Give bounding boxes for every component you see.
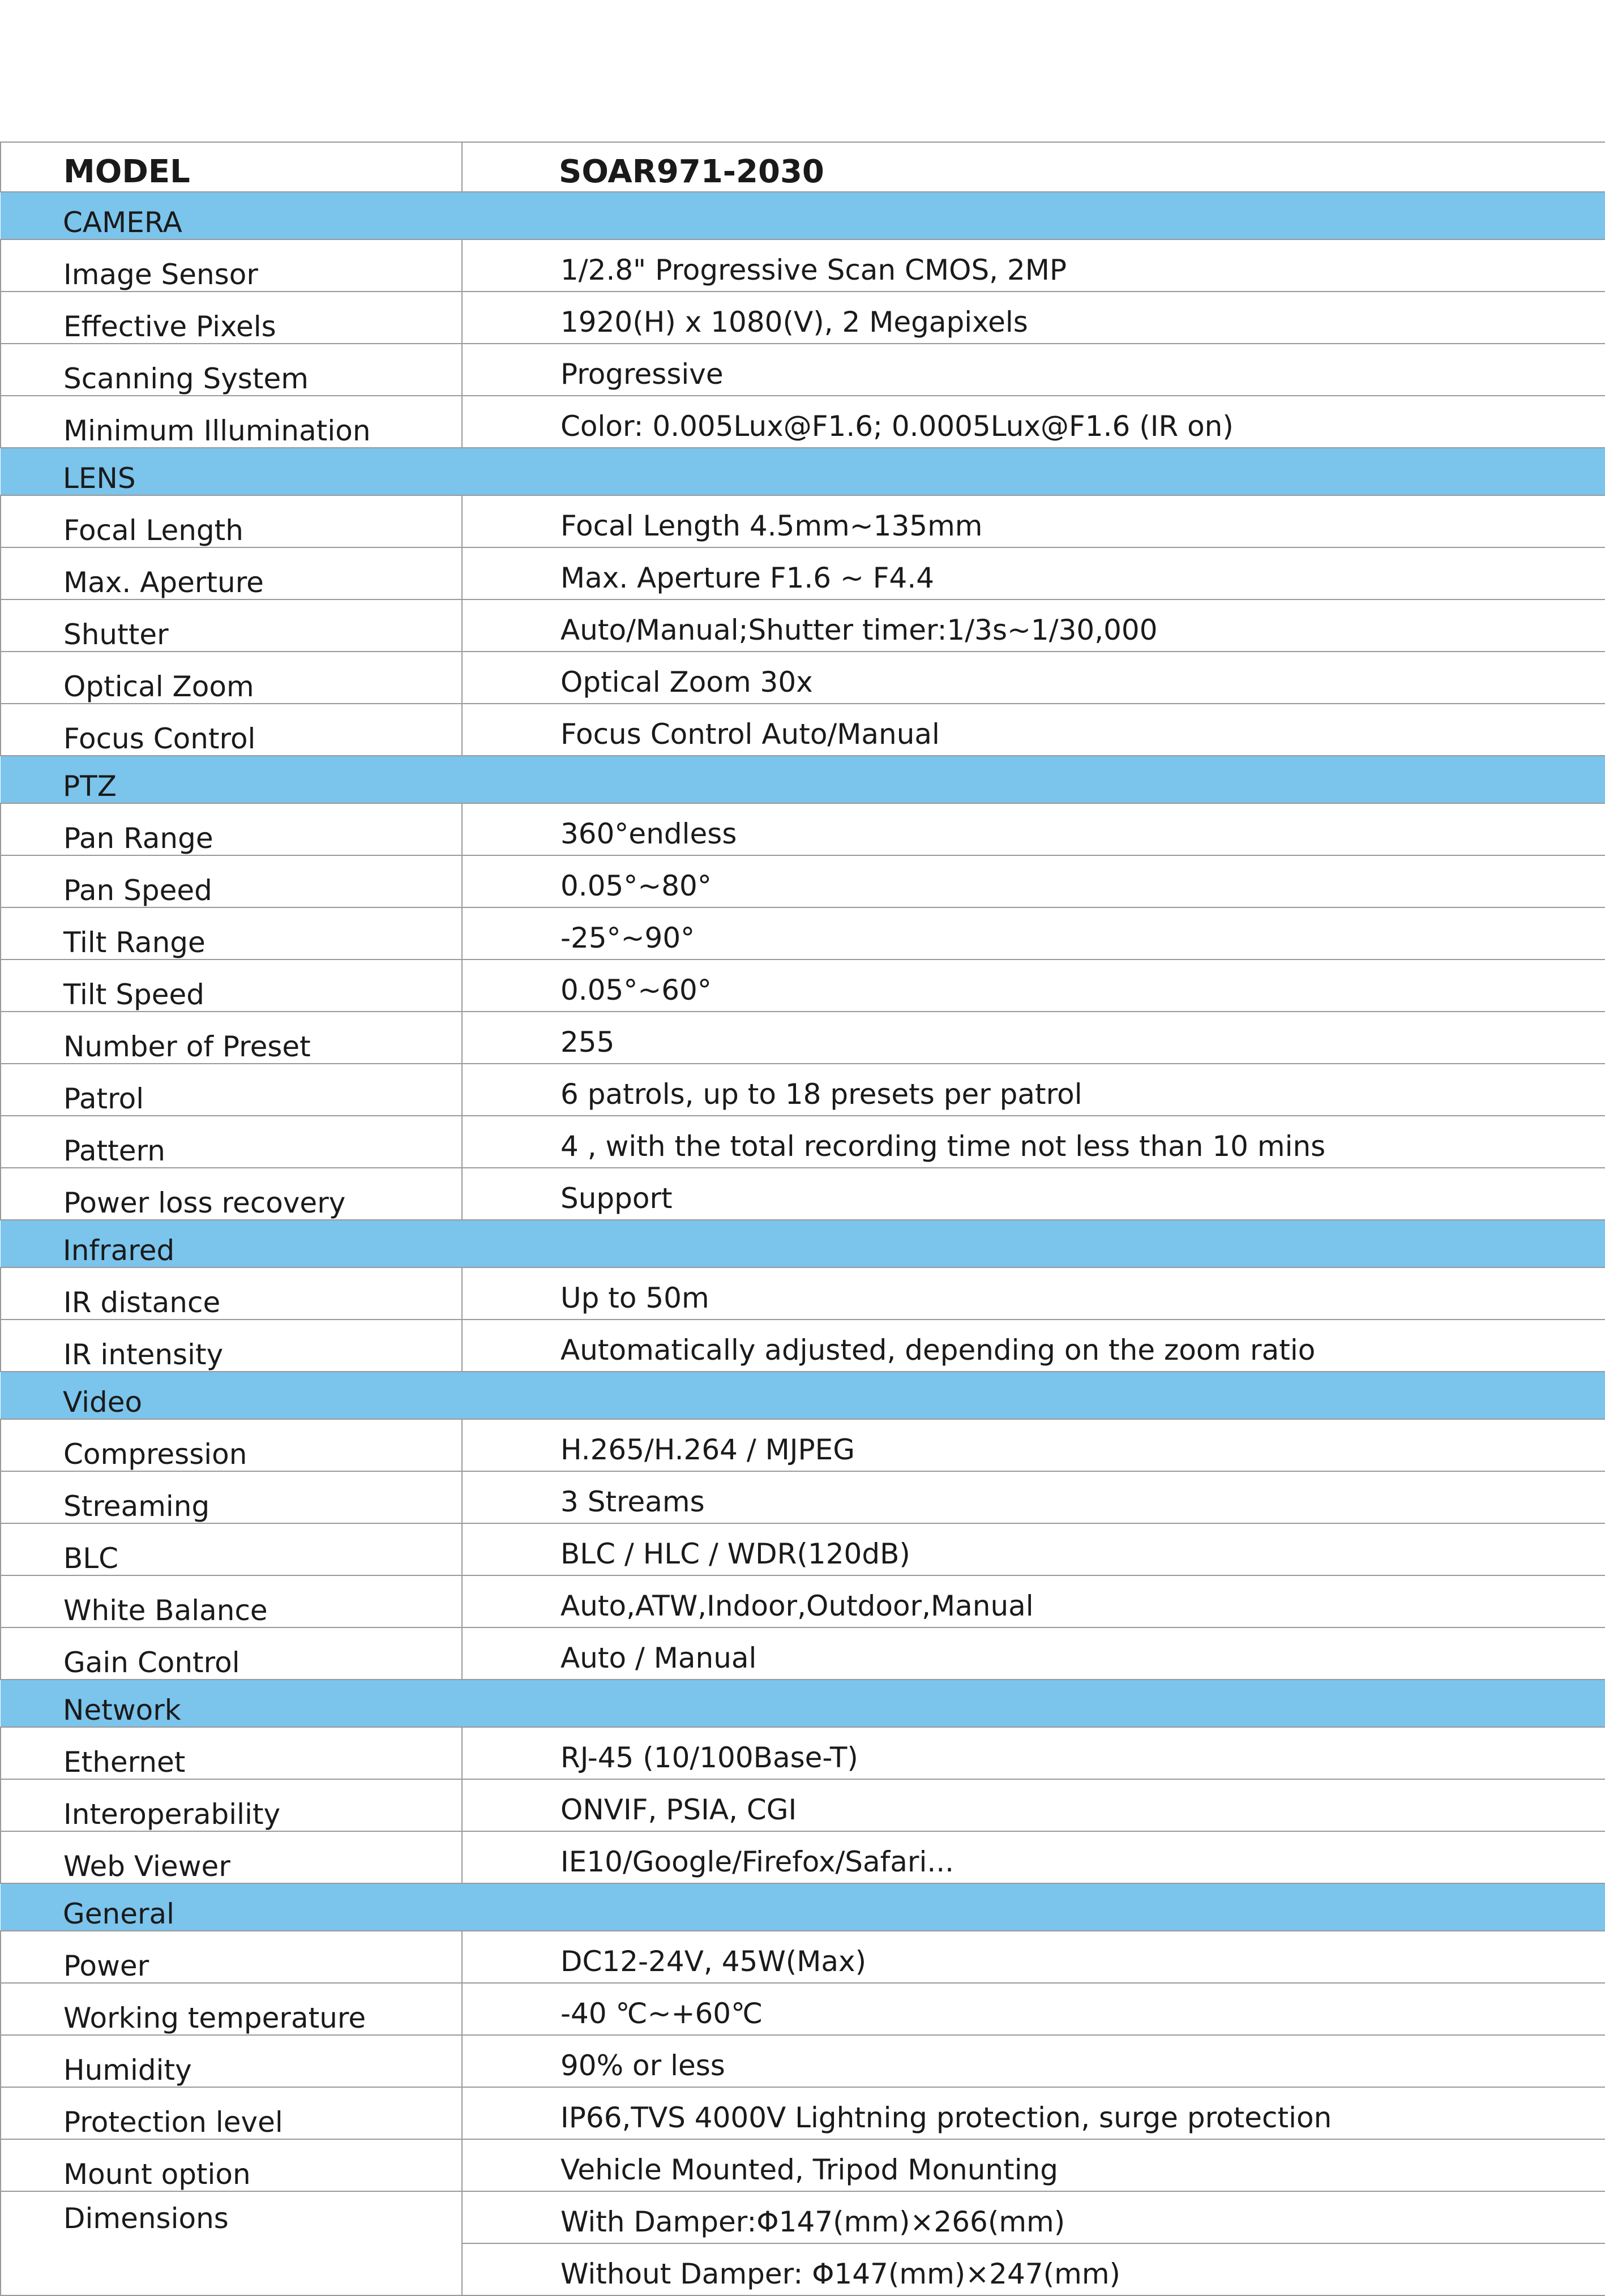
spec-label: Number of Preset [1, 1012, 462, 1064]
spec-label: BLC [1, 1523, 462, 1575]
spec-label: Power loss recovery [1, 1168, 462, 1220]
spec-row [1, 1831, 1605, 1883]
spec-value: Progressive [462, 344, 1605, 396]
spec-value: Automatically adjusted, depending on the zoom ratio [462, 1320, 1605, 1372]
spec-value: RJ-45 (10/100Base-T) [462, 1727, 1605, 1779]
spec-row [1, 855, 1605, 907]
spec-value: Focal Length 4.5mm~135mm [462, 495, 1605, 547]
spec-label: Patrol [1, 1064, 462, 1116]
section-header [1, 448, 1605, 495]
spec-label: White Balance [1, 1575, 462, 1627]
section-title: Network [1, 1680, 1605, 1727]
spec-row [1, 2087, 1605, 2139]
dimensions-value: With Damper:Φ147(mm)×266(mm) [462, 2191, 1605, 2243]
spec-label: Tilt Speed [1, 959, 462, 1012]
spec-value: 3 Streams [462, 1471, 1605, 1523]
section-header [1, 756, 1605, 803]
spec-value: -40 ℃~+60℃ [462, 1983, 1605, 2035]
spec-row [1, 1983, 1605, 2035]
spec-row [1, 292, 1605, 344]
spec-value: IE10/Google/Firefox/Safari... [462, 1831, 1605, 1883]
spec-row [1, 907, 1605, 959]
spec-row [1, 344, 1605, 396]
spec-label: Mount option [1, 2139, 462, 2191]
spec-label: Protection level [1, 2087, 462, 2139]
spec-label: Humidity [1, 2035, 462, 2087]
section-title: Infrared [1, 1220, 1605, 1267]
spec-row [1, 1523, 1605, 1575]
model-row [1, 142, 1605, 192]
spec-value: Up to 50m [462, 1267, 1605, 1320]
spec-label: Tilt Range [1, 907, 462, 959]
spec-row [1, 547, 1605, 599]
spec-label: Web Viewer [1, 1831, 462, 1883]
spec-value: BLC / HLC / WDR(120dB) [462, 1523, 1605, 1575]
section-header [1, 1883, 1605, 1931]
spec-label: Working temperature [1, 1983, 462, 2035]
spec-row [1, 1471, 1605, 1523]
dimensions-value: Without Damper: Φ147(mm)×247(mm) [462, 2243, 1605, 2295]
spec-row [1, 1320, 1605, 1372]
spec-label: Pan Range [1, 803, 462, 855]
spec-label: Scanning System [1, 344, 462, 396]
spec-row [1, 599, 1605, 652]
spec-label: Compression [1, 1419, 462, 1471]
spec-label: Max. Aperture [1, 547, 462, 599]
spec-row [1, 396, 1605, 448]
spec-label: Pan Speed [1, 855, 462, 907]
spec-value: Max. Aperture F1.6 ~ F4.4 [462, 547, 1605, 599]
section-title: CAMERA [1, 192, 1605, 239]
spec-value: Vehicle Mounted, Tripod Monunting [462, 2139, 1605, 2191]
spec-value: 0.05°~60° [462, 959, 1605, 1012]
section-title: General [1, 1883, 1605, 1931]
spec-value: H.265/H.264 / MJPEG [462, 1419, 1605, 1471]
spec-row [1, 1575, 1605, 1627]
spec-label: Effective Pixels [1, 292, 462, 344]
spec-value: IP66,TVS 4000V Lightning protection, surge protection [462, 2087, 1605, 2139]
spec-row [1, 1931, 1605, 1983]
spec-value: Color: 0.005Lux@F1.6; 0.0005Lux@F1.6 (IR on) [462, 396, 1605, 448]
spec-label: Focal Length [1, 495, 462, 547]
section-title: LENS [1, 448, 1605, 495]
spec-value: DC12-24V, 45W(Max) [462, 1931, 1605, 1983]
spec-value: Support [462, 1168, 1605, 1220]
spec-row [1, 2139, 1605, 2191]
spec-value: Auto/Manual;Shutter timer:1/3s~1/30,000 [462, 599, 1605, 652]
spec-row [1, 2191, 1605, 2243]
spec-row [1, 1419, 1605, 1471]
spec-value: Auto / Manual [462, 1627, 1605, 1680]
spec-value: 360°endless [462, 803, 1605, 855]
spec-row [1, 1012, 1605, 1064]
spec-row [1, 704, 1605, 756]
spec-value: 90% or less [462, 2035, 1605, 2087]
section-header [1, 1680, 1605, 1727]
spec-row [1, 652, 1605, 704]
spec-row [1, 1627, 1605, 1680]
spec-row [1, 2035, 1605, 2087]
model-label: MODEL [1, 142, 462, 192]
spec-value: Optical Zoom 30x [462, 652, 1605, 704]
spec-row [1, 495, 1605, 547]
spec-label: Interoperability [1, 1779, 462, 1831]
spec-table [0, 142, 1605, 2296]
spec-value: ONVIF, PSIA, CGI [462, 1779, 1605, 1831]
section-header [1, 1372, 1605, 1419]
spec-label: Power [1, 1931, 462, 1983]
spec-label: Ethernet [1, 1727, 462, 1779]
spec-value: 0.05°~80° [462, 855, 1605, 907]
section-header [1, 192, 1605, 239]
spec-row [1, 1727, 1605, 1779]
spec-value: -25°~90° [462, 907, 1605, 959]
spec-label: Focus Control [1, 704, 462, 756]
spec-label: Optical Zoom [1, 652, 462, 704]
spec-row [1, 959, 1605, 1012]
spec-row [1, 803, 1605, 855]
spec-row [1, 239, 1605, 292]
model-value: SOAR971-2030 [462, 142, 1605, 192]
spec-label: Gain Control [1, 1627, 462, 1680]
spec-value: 1/2.8" Progressive Scan CMOS, 2MP [462, 239, 1605, 292]
spec-value: 4 , with the total recording time not less than 10 mins [462, 1116, 1605, 1168]
spec-label: Image Sensor [1, 239, 462, 292]
spec-label: Streaming [1, 1471, 462, 1523]
spec-value: 255 [462, 1012, 1605, 1064]
spec-label: IR distance [1, 1267, 462, 1320]
spec-row [1, 1064, 1605, 1116]
spec-row [1, 1267, 1605, 1320]
spec-label: Shutter [1, 599, 462, 652]
dimensions-label: Dimensions [1, 2191, 462, 2295]
spec-value: 1920(H) x 1080(V), 2 Megapixels [462, 292, 1605, 344]
spec-row [1, 1779, 1605, 1831]
spec-row [1, 1168, 1605, 1220]
spec-label: IR intensity [1, 1320, 462, 1372]
spec-label: Pattern [1, 1116, 462, 1168]
section-header [1, 1220, 1605, 1267]
spec-row [1, 1116, 1605, 1168]
spec-label: Minimum Illumination [1, 396, 462, 448]
section-title: Video [1, 1372, 1605, 1419]
spec-value: Auto,ATW,Indoor,Outdoor,Manual [462, 1575, 1605, 1627]
section-title: PTZ [1, 756, 1605, 803]
spec-value: Focus Control Auto/Manual [462, 704, 1605, 756]
spec-value: 6 patrols, up to 18 presets per patrol [462, 1064, 1605, 1116]
